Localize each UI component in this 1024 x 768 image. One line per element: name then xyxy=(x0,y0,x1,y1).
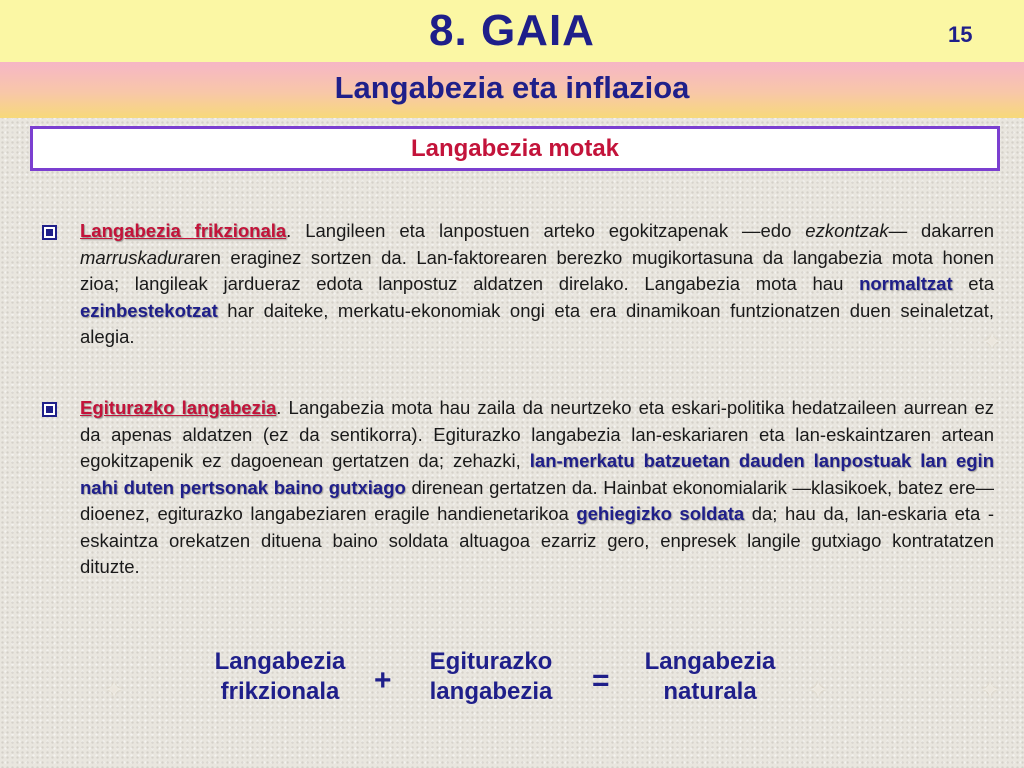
chapter-title: 8. GAIA xyxy=(429,6,595,55)
highlight-gehiegizko-soldata: gehiegizko soldata xyxy=(576,503,745,524)
italic-run: ezkontzak xyxy=(805,220,889,241)
section-title: Langabezia motak xyxy=(410,135,620,162)
text-run: ren eraginez sortzen da. Lan-faktorearen berezko mugikortasuna da langabezia mota honen zioa; langileak jardueraz edota lanpostuz aldatzen direlako. Langabezia mota hau xyxy=(80,246,994,294)
highlight-ezinbestekotzat: ezinbestekotzat xyxy=(80,299,218,321)
formula-term-line: frikzionala xyxy=(220,678,340,705)
formula-term-line: Langabezia xyxy=(644,648,776,675)
text-run: direnean gertatzen da. Hainbat ekonomialarik —klasikoek, batez ere— dioenez, egiturazko langabeziaren eragile handienetarikoa xyxy=(80,476,994,524)
paragraph-text xyxy=(42,395,994,581)
text-run: har daiteke, merkatu-ekonomiak ongi eta era dinamikoan funtzionatzen duen seinaletzat, alegia. xyxy=(80,299,994,347)
sparkle-decoration-icon: ✦ xyxy=(980,677,1001,704)
text-run: da; hau da, lan-eskaria eta -eskaintza orekatzen dituena baino soldata altuagoa ezarriz gero, enpresek langile gutxiago kontratatzen dituzte. xyxy=(80,503,994,577)
section-title-box xyxy=(30,126,1000,171)
sparkle-decoration-icon: ✦ xyxy=(982,329,1003,356)
formula-term-line: Egiturazko xyxy=(429,648,553,675)
term-frictional: Langabezia frikzionala xyxy=(80,220,287,241)
sparkle-decoration-icon: ✦ xyxy=(104,677,125,704)
italic-run: marruskadura xyxy=(80,246,195,268)
paragraph-frictional-unemployment xyxy=(42,218,994,351)
text-run: — dakarren xyxy=(888,220,995,241)
formula-term-line: Langabezia xyxy=(214,648,346,675)
text-run: eta xyxy=(952,273,995,294)
highlight-lan-merkatu: lan-merkatu batzuetan dauden lanpostuak lan egin nahi duten pertsonak baino gutxiago xyxy=(80,450,995,498)
text-run: . Langileen eta lanpostuen arteko egokitzapenak —edo xyxy=(286,220,806,241)
formula-term-frictional xyxy=(190,647,370,707)
page-number: 15 xyxy=(948,22,973,47)
slide-subtitle: Langabezia eta inflazioa xyxy=(334,70,690,105)
highlight-normaltzat: normaltzat xyxy=(859,273,953,294)
square-bullet-icon xyxy=(42,225,57,240)
formula-term-line: langabezia xyxy=(429,678,553,705)
formula-term-natural xyxy=(620,647,800,707)
term-structural: Egiturazko langabezia xyxy=(80,397,277,418)
formula-term-structural xyxy=(401,647,581,707)
text-run: . Langabezia mota hau zaila da neurtzeko eta eskari-politika hedatzaileen aurrean ez da apenas aldatzen (ez da sentikorra). Egiturazko langabezia lan-eskariaren eta lan-eskaintzaren artean egokitzapenik ez dagoenean gertatzen da; zehazki, xyxy=(80,397,994,471)
plus-sign: + xyxy=(374,664,392,697)
square-bullet-icon xyxy=(42,402,57,417)
equals-sign: = xyxy=(592,664,610,697)
sparkle-decoration-icon: ✦ xyxy=(808,677,829,704)
paragraph-text xyxy=(42,218,994,351)
formula-term-line: naturala xyxy=(663,678,757,705)
paragraph-structural-unemployment xyxy=(42,395,994,581)
